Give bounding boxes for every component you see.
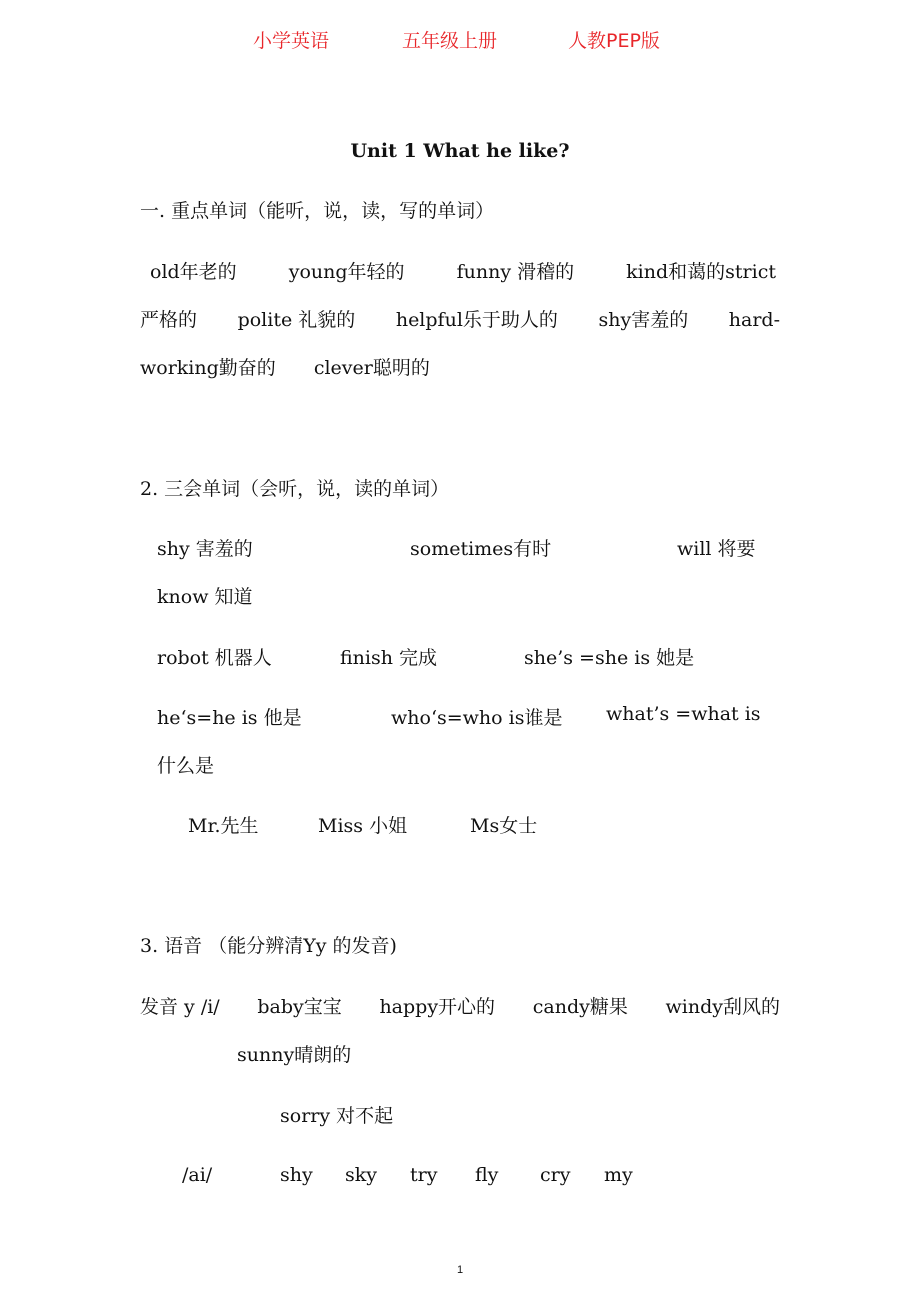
word-entry: funny 滑稽的 <box>456 261 575 283</box>
phonics-word: fly <box>475 1164 499 1186</box>
header-edition: 人教PEP版 <box>568 30 660 52</box>
section2-word: Miss 小姐 <box>318 815 408 837</box>
phonics-word: baby宝宝 <box>257 996 342 1018</box>
word-entry: working勤奋的 <box>140 357 276 379</box>
phonics-label: /ai/ <box>182 1164 213 1186</box>
word-entry: hard- <box>728 309 780 331</box>
page-number: 1 <box>456 1264 464 1276</box>
section2-heading: 2. 三会单词（会听，说，读的单词） <box>140 478 450 500</box>
phonics-word: shy <box>280 1164 313 1186</box>
section2-word: Ms女士 <box>470 815 538 837</box>
section2-word: she’s =she is 她是 <box>524 647 695 669</box>
word-entry: old年老的 <box>150 261 237 283</box>
word-entry: young年轻的 <box>288 261 405 283</box>
word-entry: helpful乐于助人的 <box>395 309 558 331</box>
section2-word: know 知道 <box>157 586 253 608</box>
section2-word: robot 机器人 <box>157 647 272 669</box>
phonics-word: try <box>410 1164 438 1186</box>
phonics-word: sunny晴朗的 <box>237 1044 352 1066</box>
word-entry: polite 礼貌的 <box>237 309 356 331</box>
section3-line-1 <box>140 992 780 1019</box>
header-subject: 小学英语 <box>253 30 330 52</box>
section2-word: who‘s=who is谁是 <box>391 707 563 729</box>
section2-word: sometimes有时 <box>410 538 552 560</box>
phonics-word: candy糖果 <box>532 996 628 1018</box>
section1-line-2 <box>140 305 780 332</box>
section2-word: what’s =what is <box>606 703 761 725</box>
phonics-word: sorry 对不起 <box>280 1105 394 1127</box>
phonics-word: sky <box>345 1164 377 1186</box>
word-entry: clever聪明的 <box>313 357 430 379</box>
section1-line-3 <box>140 353 430 380</box>
phonics-word: cry <box>540 1164 571 1186</box>
phonics-word: 发音 y /i/ <box>140 996 220 1018</box>
phonics-word: my <box>604 1164 633 1186</box>
section1-heading: 一. 重点单词（能听，说，读，写的单词） <box>140 200 495 222</box>
word-entry: 严格的 <box>140 309 198 331</box>
phonics-word: windy刮风的 <box>665 996 780 1018</box>
word-entry: shy害羞的 <box>598 309 689 331</box>
section2-word: 什么是 <box>157 755 215 777</box>
header-grade: 五年级上册 <box>402 30 498 52</box>
section2-word: will 将要 <box>677 538 756 560</box>
phonics-word: happy开心的 <box>379 996 496 1018</box>
word-entry: kind和蔼的strict <box>626 261 776 283</box>
page-title: Unit 1 What he like? <box>350 140 570 162</box>
section3-heading: 3. 语音 （能分辨清Yy 的发音) <box>140 935 397 957</box>
section1-line-1 <box>150 257 776 284</box>
section2-word: he‘s=he is 他是 <box>157 707 302 729</box>
section2-word: Mr.先生 <box>188 815 259 837</box>
section2-word: shy 害羞的 <box>157 538 253 560</box>
section2-word: finish 完成 <box>340 647 438 669</box>
